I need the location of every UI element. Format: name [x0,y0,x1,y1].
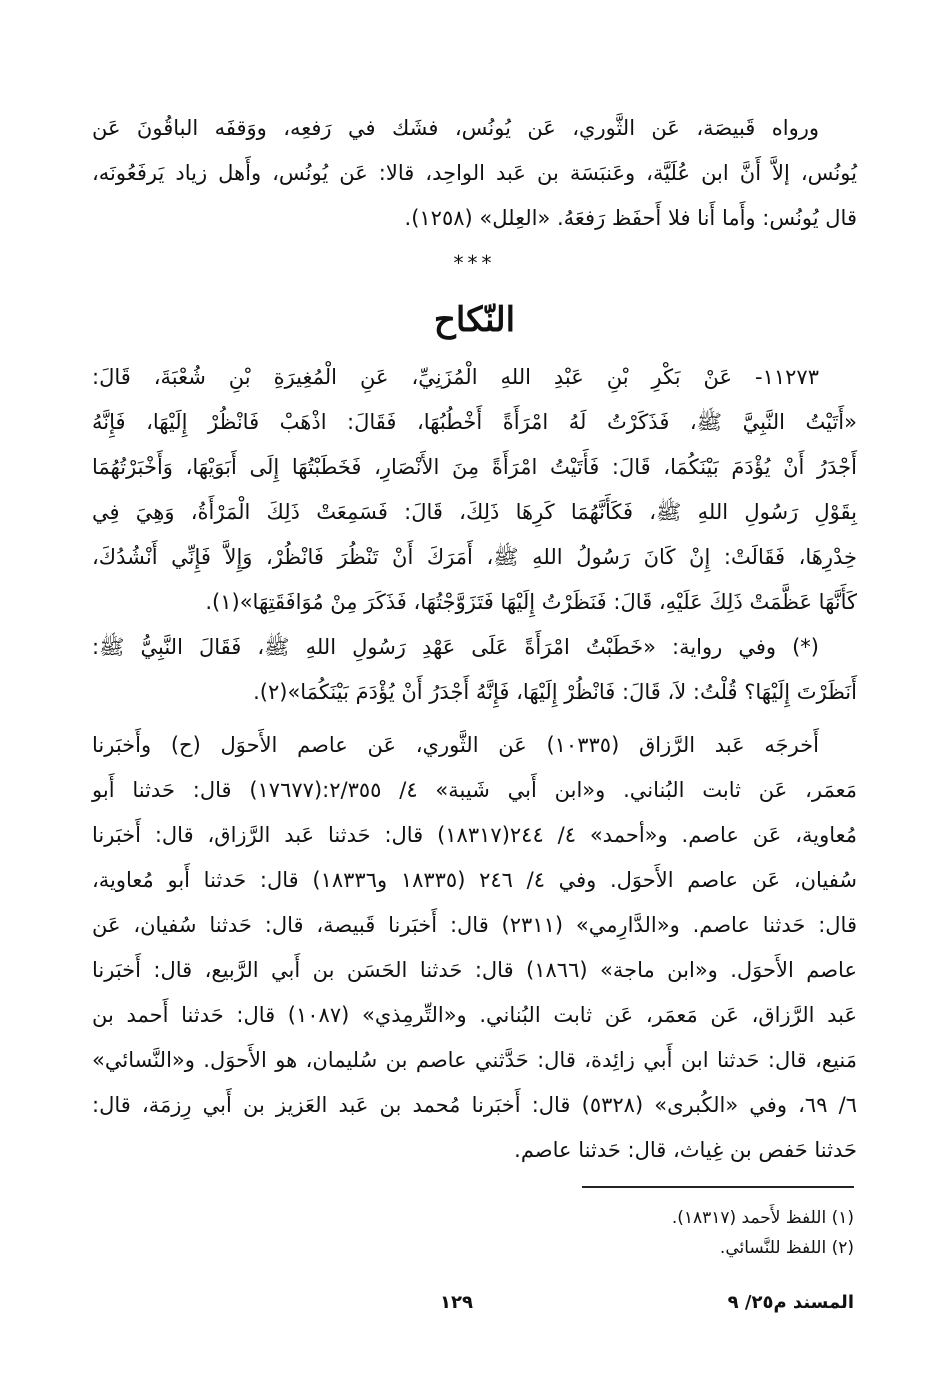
section-title: النّكاح [433,300,516,340]
footnote-1: (١) اللفظ لأَحمد (١٨٣١٧). [671,1208,854,1228]
hadith-line: أَنَظَرْتَ إِلَيْهَا؟ قُلْتُ: لاَ، قَالَ: فَانْظُرْ إِلَيْهَا، فَإِنَّهُ أَجْدَرُ أَنْ يُؤْدَمَ بَيْنَكُمَا»(٢). [253,680,857,704]
hadith-line: ١١٢٧٣- عَنْ بَكْرِ بْنِ عَبْدِ اللهِ الْمُزَنِيِّ، عَنِ الْمُغِيرَةِ بْنِ شُعْبَةَ، قَالَ: [92,365,819,389]
section-separator: *** [453,251,496,275]
takhrij-line: ٦/ ٦٩، وفي «الكُبرى» (٥٣٢٨) قال: أَخبَرنا مُحمد بن عَبد العَزيز بن أَبي رِزمَة، قال: [92,1093,857,1117]
hadith-line: بِقَوْلِ رَسُولِ اللهِ ﷺ، فَكَأَنَّهُمَا كَرِهَا ذَلِكَ، قَالَ: فَسَمِعَتْ ذَلِكَ الْمَرْأَةُ، وَهِيَ فِي [92,500,857,524]
takhrij-line: عَبد الرَّزاق، عَن مَعمَر، عَن ثابت البُناني. و«التِّرمِذي» (١٠٨٧) قال: حَدثنا أَحمد بن [92,1003,857,1027]
takhrij-line: مُعاوية، عَن عاصم. و«أحمد» ٤/ ٢٤٤(١٨٣١٧) قال: حَدثنا عَبد الرَّزاق، قال: أَخبَرنا [92,823,857,847]
page-body [92,106,857,1173]
page-number: ١٢٩ [440,1292,473,1313]
hadith-line: خِدْرِهَا، فَقَالَتْ: إِنْ كَانَ رَسُولُ اللهِ ﷺ، أَمَرَكَ أَنْ تَنْظُرَ فَانْظُرْ، وَإِلاَّ فَإِنِّي أَنْشُدُكَ، [92,545,857,569]
footnote-divider [582,1186,854,1188]
text-line: قال يُونُس: وأَما أَنا فلا أَحفَظ رَفعَهُ. «العِلل» (١٢٥٨). [404,206,857,230]
text-line: يُونُس، إلاَّ أَنَّ ابن عُلَيَّة، وعَنبَسَة بن عَبد الواحِد، قالا: عَن يُونُس، وأَهل زياد يَرفَعُونَه، [92,161,857,185]
hadith-line: (*) وفي رواية: «خَطَبْتُ امْرَأَةً عَلَى عَهْدِ رَسُولِ اللهِ ﷺ، فَقَالَ النَّبِيُّ ﷺ: [92,635,819,659]
hadith-line: أَجْدَرُ أَنْ يُؤْدَمَ بَيْنَكُمَا، قَالَ: فَأَتَيْتُ امْرَأَةً مِنَ الأَنْصَارِ، فَخَطَبْتُهَا إِلَى أَبَوَيْهَا، وَأَخْبَرْتُهُمَا [92,455,857,479]
volume-signature: المسند م٢٥/ ٩ [727,1292,854,1313]
takhrij-line: مَعمَر، عَن ثابت البُناني. و«ابن أَبي شَيبة» ٤/ ٢/٣٥٥:(١٧٦٧٧) قال: حَدثنا أَبو [92,778,857,802]
hadith-line: كَأَنَّهَا عَظَّمَتْ ذَلِكَ عَلَيْهِ، قَالَ: فَنَظَرْتُ إِلَيْهَا فَتَزَوَّجْتُهَا، فَذَكَرَ مِنْ مُوَافَقَتِهَا»(١). [205,590,857,614]
hadith-line: «أَتَيْتُ النَّبِيَّ ﷺ، فَذَكَرْتُ لَهُ امْرَأَةً أَخْطُبُهَا، فَقَالَ: اذْهَبْ فَانْظُرْ إِلَيْهَا، فَإِنَّهُ [92,410,857,434]
takhrij-line: قال: حَدثنا عاصم. و«الدَّارِمي» (٢٣١١) قال: أَخبَرنا قَبيصة، قال: حَدثنا سُفيان، عَن [92,913,857,937]
takhrij-line: سُفيان، عَن عاصم الأَحوَل. وفي ٤/ ٢٤٦ (١٨٣٣٥ و١٨٣٣٦) قال: حَدثنا أَبو مُعاوية، [92,868,857,892]
text-line: ورواه قَبيصَة، عَن الثَّوري، عَن يُونُس، فشَك في رَفعِه، ووَقفَه الباقُونَ عَن [92,116,819,140]
footnote-2: (٢) اللفظ للنَّسائي. [719,1238,854,1258]
takhrij-line: عاصم الأَحوَل. و«ابن ماجة» (١٨٦٦) قال: حَدثنا الحَسَن بن أَبي الرَّبيع، قال: أَخبَرنا [92,958,857,982]
takhrij-line: أَخرجَه عَبد الرَّزاق (١٠٣٣٥) عَن الثَّوري، عَن عاصم الأَحوَل (ح) وأَخبَرنا [92,733,819,757]
takhrij-line: حَدثنا حَفص بن غِياث، قال: حَدثنا عاصم. [514,1138,857,1162]
takhrij-line: مَنيع، قال: حَدثنا ابن أَبي زائِدة، قال: حَدَّثني عاصم بن سُليمان، هو الأَحوَل. و«النَّسائي» [92,1048,857,1072]
